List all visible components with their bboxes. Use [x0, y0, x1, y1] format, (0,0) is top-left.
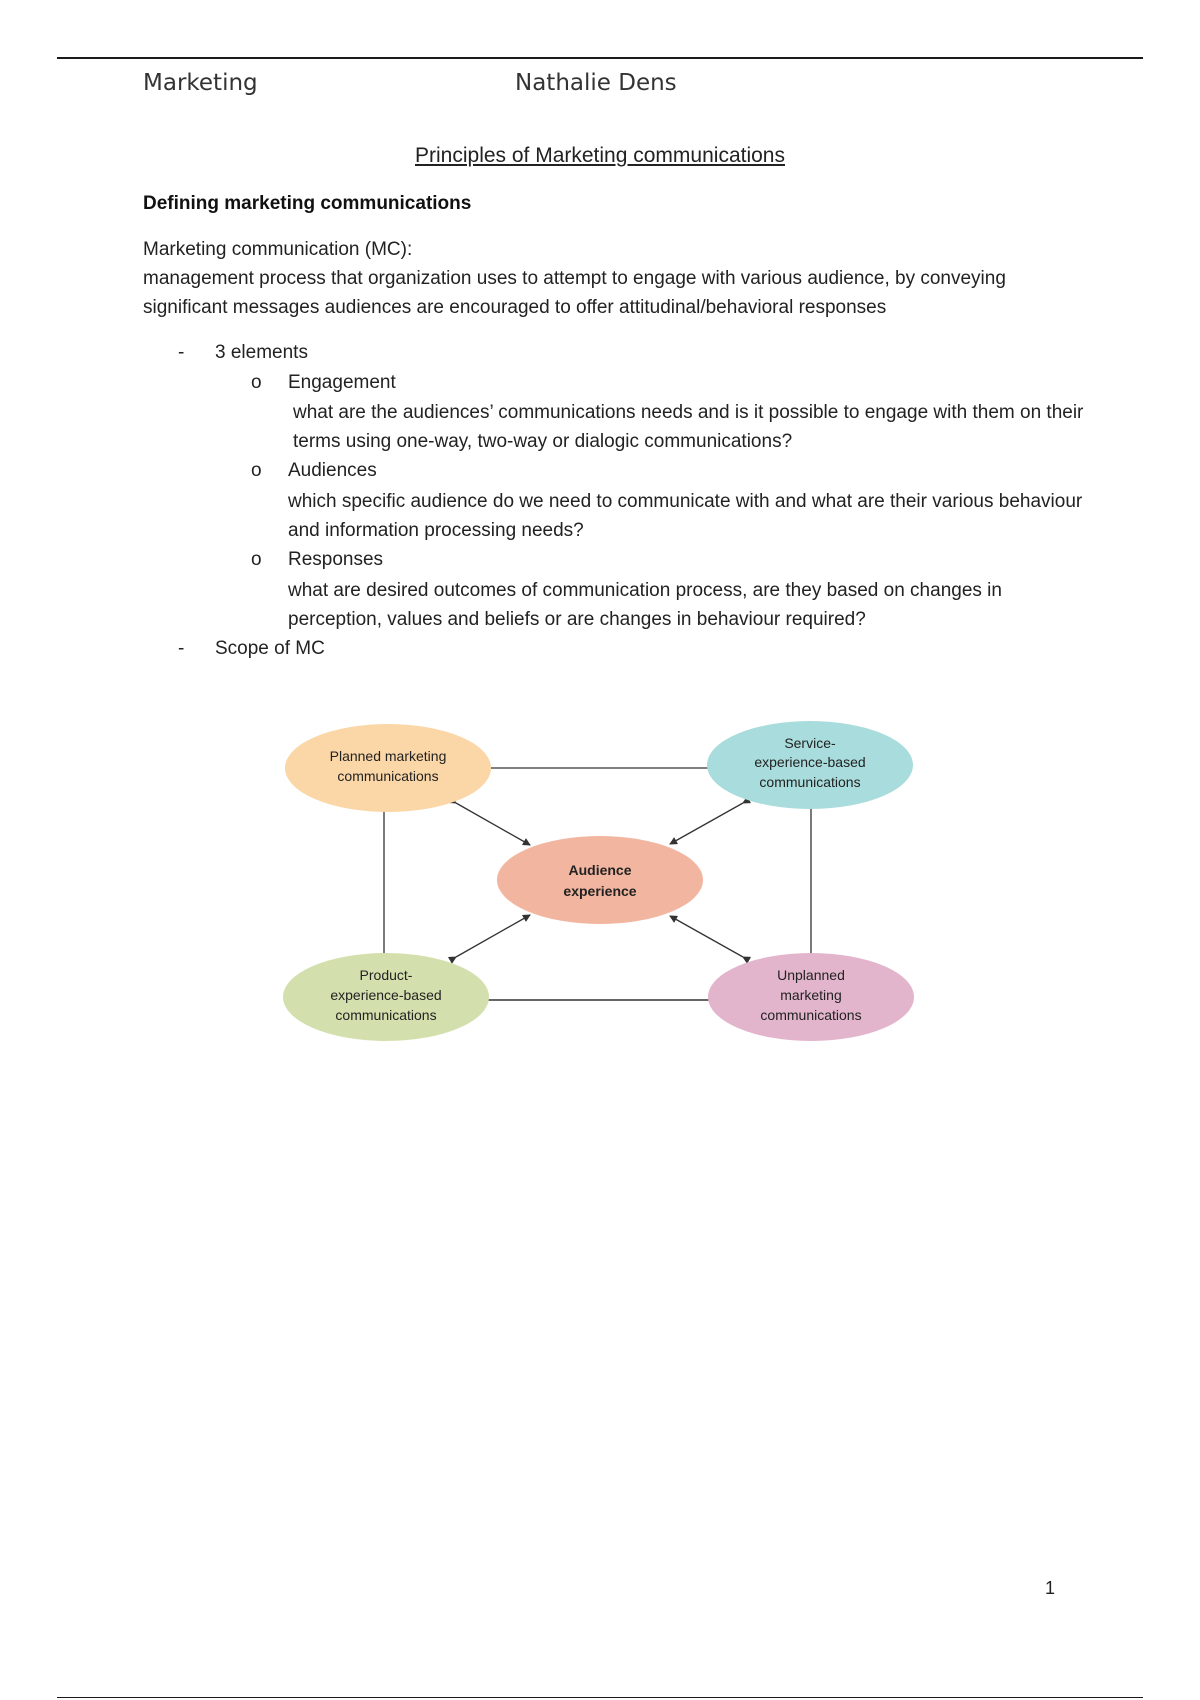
section-heading: Defining marketing communications — [143, 193, 472, 214]
list-item-elements: 3 elements — [215, 342, 308, 363]
element-label-engagement: Engagement — [288, 372, 396, 393]
header-author: Nathalie Dens — [515, 70, 677, 96]
node-unplanned-line3: communications — [760, 1007, 862, 1023]
node-product-line3: communications — [335, 1007, 437, 1023]
node-service-line2: experience-based — [754, 754, 866, 770]
page-title: Principles of Marketing communications — [415, 144, 785, 167]
list-item-scope: Scope of MC — [215, 638, 325, 659]
node-planned-line1: Planned marketing — [329, 748, 447, 764]
node-audience-line1: Audience — [568, 862, 632, 878]
dash-bullet: - — [178, 638, 185, 659]
node-unplanned-marketing — [708, 953, 914, 1041]
element-label-responses: Responses — [288, 549, 384, 570]
header-rule — [57, 57, 1143, 59]
dash-bullet: - — [178, 342, 185, 363]
node-product-experience — [283, 953, 489, 1041]
element-desc-audiences: which specific audience do we need to communicate with and what are their various behaviour and information processing needs? — [288, 491, 1083, 541]
node-unplanned-line2: marketing — [780, 987, 842, 1003]
arrow-top-right — [670, 803, 743, 844]
sub-bullet: o — [251, 372, 262, 393]
node-planned-marketing — [285, 724, 491, 812]
header-course: Marketing — [143, 70, 258, 96]
node-service-experience — [707, 721, 913, 809]
node-audience-experience — [497, 836, 703, 924]
arrow-bottom-right — [670, 916, 743, 957]
node-product-line1: Product- — [359, 967, 413, 983]
node-planned-line2: communications — [337, 768, 439, 784]
scope-diagram — [270, 705, 930, 1045]
element-desc-engagement: what are the audiences’ communications needs and is it possible to engage with them on their terms using one-way, two-way or dialogic communications? — [293, 402, 1084, 452]
definition-term: Marketing communication (MC): — [143, 239, 413, 260]
node-service-line3: communications — [759, 774, 861, 790]
node-product-line2: experience-based — [330, 987, 442, 1003]
node-service-line1: Service- — [784, 735, 836, 751]
node-unplanned-line1: Unplanned — [777, 967, 845, 983]
arrow-top-left — [456, 803, 530, 845]
footer-rule — [57, 1697, 1143, 1698]
definition — [143, 235, 1083, 322]
element-desc-responses: what are desired outcomes of communication process, are they based on changes in perception, values and beliefs or are changes in behaviour required? — [288, 580, 1002, 630]
definition-text: management process that organization uses to attempt to engage with various audience, by conveying significant messages audiences are encouraged to offer attitudinal/behavioral responses — [143, 268, 1006, 318]
page-number: 1 — [1045, 1578, 1056, 1598]
arrow-bottom-left — [456, 915, 530, 957]
node-audience-line2: experience — [563, 883, 637, 899]
node-audience-ellipse — [497, 836, 703, 924]
sub-bullet: o — [251, 549, 262, 570]
sub-bullet: o — [251, 460, 262, 481]
element-label-audiences: Audiences — [288, 460, 377, 481]
